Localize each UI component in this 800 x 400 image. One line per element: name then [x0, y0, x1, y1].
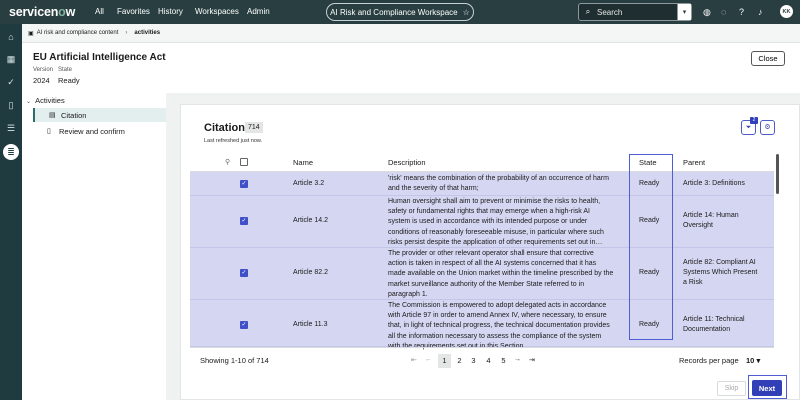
row-parent[interactable]: Article 82: Compliant AI Systems Which Present a Risk [683, 259, 758, 287]
database-icon[interactable]: ≣ [3, 144, 19, 160]
row-checkbox[interactable]: ✓ [241, 218, 247, 224]
page-3[interactable]: 3 [471, 356, 476, 365]
activities-group[interactable] [26, 96, 65, 105]
page-title: EU Artificial Intelligence Act [33, 52, 166, 63]
workspace-title: AI Risk and Compliance Workspace [330, 7, 458, 17]
row-description: Human oversight shall aim to prevent or minimise the risks to health, safety or fundamental rights that may emerge when a high-risk AI system is used in accordance with its intended purpose or under conditions of reasonably foreseeable misuse, in particular where such risks persist despite the application of other requirements set out in… [388, 198, 604, 246]
citation-title: Citation [204, 122, 245, 134]
row-checkbox[interactable]: ✓ [241, 322, 247, 328]
search-icon: ⌕ [585, 7, 591, 16]
pin-icon[interactable]: ⚲ [225, 159, 231, 166]
breadcrumb-home-icon: ▣ [28, 30, 34, 37]
nav-history[interactable]: History [158, 7, 183, 16]
column-header-parent[interactable]: Parent [683, 158, 706, 167]
globe-icon[interactable]: ◍ [703, 7, 711, 17]
search-scope-dropdown-icon[interactable]: ▾ [677, 4, 691, 20]
clipboard-icon[interactable]: ▯ [8, 100, 14, 110]
row-state: Ready [639, 180, 660, 187]
sidebar-item-citation[interactable] [33, 108, 166, 122]
settings-icon: ⚙ [764, 124, 771, 131]
breadcrumb [22, 24, 800, 43]
breadcrumb-item-activities: activities [134, 30, 161, 36]
nav-admin[interactable]: Admin [247, 7, 270, 16]
records-per-page-value: 10 [746, 356, 755, 365]
filter-icon: ⏷ [745, 124, 752, 131]
global-search[interactable] [578, 3, 692, 21]
row-name[interactable]: Article 82.2 [293, 269, 329, 276]
close-button[interactable]: Close [751, 51, 785, 66]
citation-icon: ▤ [49, 112, 56, 119]
user-avatar[interactable]: KK [780, 5, 793, 18]
row-checkbox[interactable]: ✓ [241, 181, 247, 187]
workspace-title-pill[interactable] [326, 3, 474, 21]
nav-favorites[interactable]: Favorites [117, 7, 150, 16]
help-icon[interactable]: ? [739, 7, 745, 17]
notifications-bell-icon[interactable]: ♪ [758, 7, 763, 17]
next-button[interactable]: Next [752, 380, 782, 396]
row-name[interactable]: Article 11.3 [293, 321, 328, 328]
column-settings-button[interactable] [760, 120, 775, 135]
list-icon[interactable]: ☰ [6, 123, 16, 133]
last-page-icon[interactable]: ⇥ [529, 357, 535, 364]
sidebar-item-label: Citation [61, 110, 87, 120]
row-name[interactable]: Article 3.2 [293, 180, 325, 187]
page-2[interactable]: 2 [457, 356, 462, 365]
filter-count-badge: 2 [750, 117, 758, 124]
last-refreshed-text: Last refreshed just now. [204, 138, 263, 144]
column-header-name[interactable]: Name [293, 158, 314, 167]
next-page-icon[interactable]: → [514, 356, 521, 363]
star-icon[interactable]: ☆ [462, 7, 470, 17]
chevron-right-icon: › [125, 30, 128, 36]
row-state: Ready [639, 217, 660, 224]
document-icon: ▯ [47, 128, 51, 135]
row-checkbox[interactable]: ✓ [241, 270, 247, 276]
activities-label: Activities [35, 96, 65, 105]
records-per-page-label: Records per page [679, 356, 739, 365]
connect-chat-icon[interactable]: ◌ [721, 7, 727, 17]
records-per-page-select[interactable] [746, 356, 760, 365]
row-name[interactable]: Article 14.2 [293, 217, 329, 224]
version-value: 2024 [33, 76, 50, 85]
showing-records-text: Showing 1-10 of 714 [200, 356, 269, 365]
nav-workspaces[interactable]: Workspaces [195, 7, 239, 16]
chevron-down-icon: ⌄ [26, 99, 32, 105]
row-state: Ready [639, 269, 660, 276]
sidebar-item-label: Review and confirm [59, 126, 125, 136]
check-circle-icon[interactable]: ✓ [7, 77, 15, 87]
page-1[interactable]: 1 [438, 354, 451, 368]
table-scrollbar[interactable] [776, 154, 779, 194]
page-4[interactable]: 4 [486, 356, 491, 365]
state-label: State [58, 67, 73, 73]
previous-page-icon[interactable]: ← [425, 356, 432, 363]
row-parent[interactable]: Article 14: Human Oversight [683, 212, 739, 230]
skip-button[interactable]: Skip [717, 381, 746, 396]
row-description: The Commission is empowered to adopt delegated acts in accordance with Article 97 in order to amend Annex IV, where necessary, to ensure that, in light of technical progress, the technical documentation provides all the information necessary to assess the compliance of the system [388, 302, 610, 340]
select-all-checkbox[interactable] [240, 158, 248, 166]
sidebar-item-review-and-confirm[interactable] [33, 124, 166, 138]
row-parent[interactable]: Article 11: Technical Documentation [683, 316, 745, 334]
column-header-description[interactable]: Description [388, 158, 426, 167]
row-description: 'risk' means the combination of the probability of an occurrence of harm and the severity of that harm; [388, 175, 609, 193]
left-icon-rail [0, 24, 22, 400]
column-header-state[interactable]: State [639, 158, 657, 167]
home-icon[interactable]: ⌂ [8, 32, 14, 42]
first-page-icon[interactable]: ⇤ [411, 357, 417, 364]
search-input[interactable] [597, 8, 677, 17]
citation-count-badge: 714 [245, 122, 263, 133]
breadcrumb-item-content[interactable]: AI risk and compliance content [36, 30, 119, 36]
state-value: Ready [58, 76, 80, 85]
servicenow-logo[interactable]: servicenow [9, 5, 76, 19]
row-parent[interactable]: Article 3: Definitions [683, 180, 745, 187]
row-description: The provider or other relevant operator shall ensure that corrective action is taken in respect of all the AI systems concerned that it has made available on the Union market within the timeline prescribed by the market surveillance authority of the Member State referred to in paragraph 1. [388, 250, 614, 298]
state-column-highlight [629, 154, 673, 340]
version-label: Version [33, 67, 54, 73]
page-5[interactable]: 5 [501, 356, 506, 365]
top-navigation-bar [0, 0, 800, 24]
row-state: Ready [639, 321, 660, 328]
grid-icon[interactable]: ▦ [6, 54, 16, 64]
nav-all[interactable]: All [95, 7, 104, 16]
caret-down-icon: ▾ [756, 356, 761, 365]
footer-divider [190, 347, 774, 348]
